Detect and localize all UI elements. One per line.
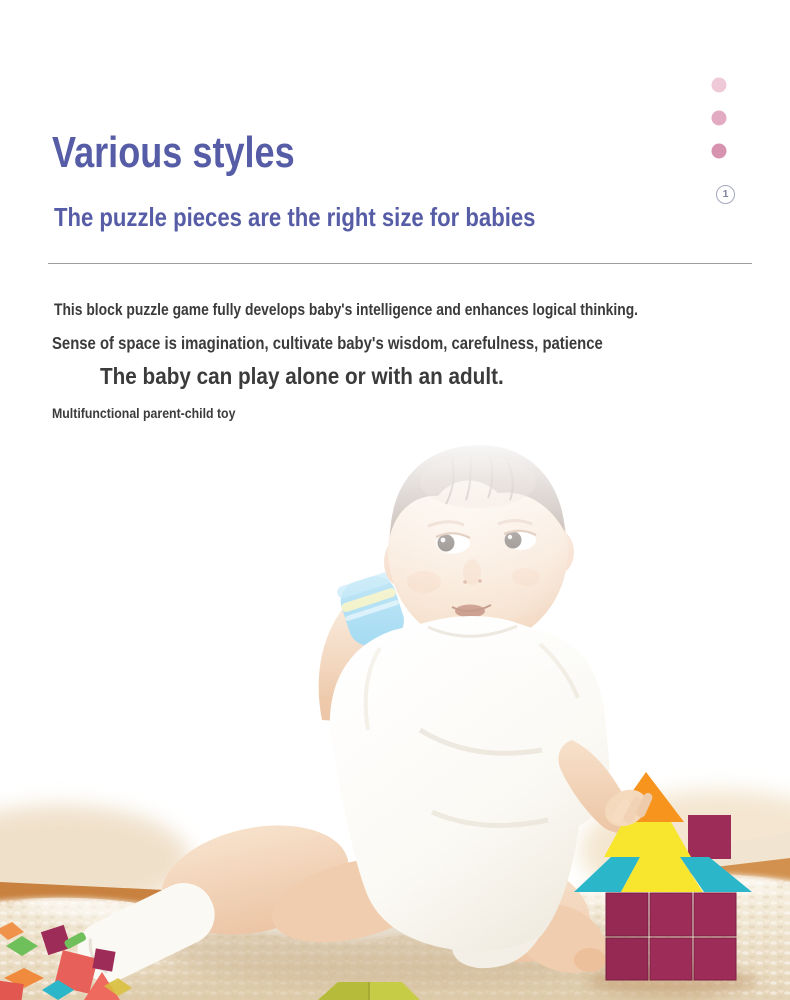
block-chimney — [688, 815, 731, 859]
decor-dot — [712, 144, 727, 159]
baby-photo-illustration — [0, 430, 790, 1000]
description-line-3: The baby can play alone or with an adult. — [100, 363, 504, 389]
page-title: Various styles — [52, 128, 295, 178]
step-badge — [716, 185, 735, 204]
description-line-2: Sense of space is imagination, cultivate baby's wisdom, carefulness, patience — [52, 333, 603, 353]
photo-top-fade — [0, 430, 790, 700]
decor-dots — [704, 70, 734, 166]
page-subtitle: The puzzle pieces are the right size for babies — [54, 201, 536, 232]
decor-dot — [712, 111, 727, 126]
step-number: 1 — [722, 188, 729, 200]
decor-dot — [712, 78, 727, 93]
divider — [48, 263, 752, 264]
baby-toes — [574, 948, 606, 972]
product-photo — [0, 430, 790, 1000]
description-line-1: This block puzzle game fully develops baby's intelligence and enhances logical thinking. — [54, 301, 639, 319]
description-line-4: Multifunctional parent-child toy — [52, 405, 236, 421]
